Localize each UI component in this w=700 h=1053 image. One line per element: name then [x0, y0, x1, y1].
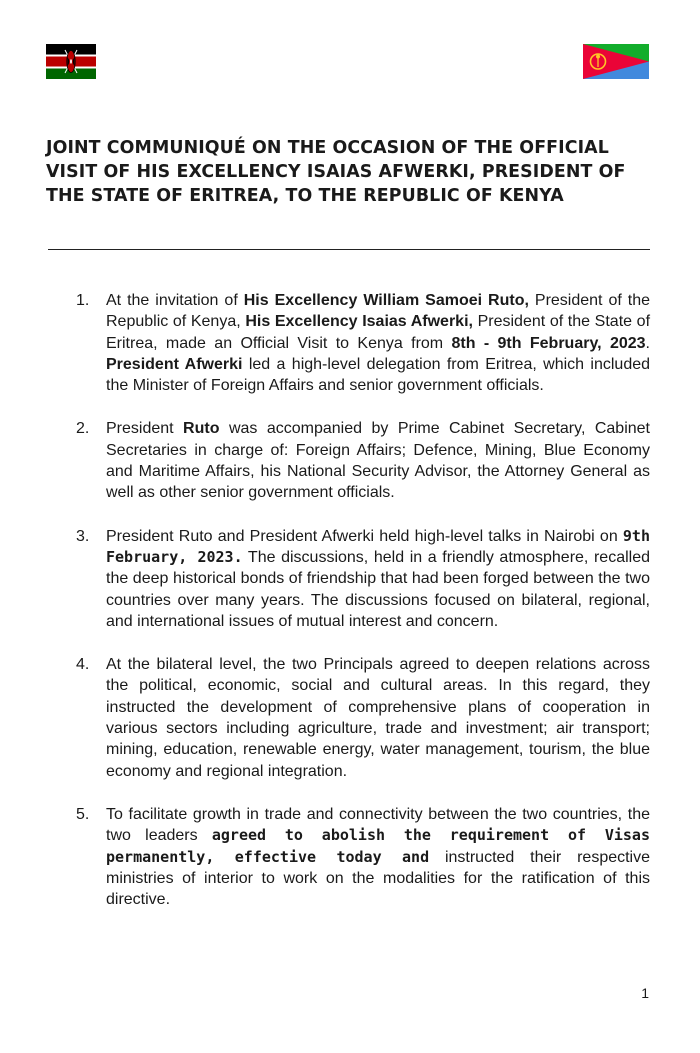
paragraph-number: 5.: [76, 805, 90, 823]
paragraph-2: 2. President Ruto was accompanied by Prime Cabinet Secretary, Cabinet Secretaries in charge of: Foreign Affairs; Defence, Mining, Blue Economy and Maritime Affairs, his National Security Advisor, the Attorney General as well as other senior government officials.: [76, 420, 650, 502]
paragraph-4: 4. At the bilateral level, the two Principals agreed to deepen relations across the political, economic, social and cultural areas. In this regard, they instructed the development of comprehensive plans of cooperation in various sectors including agriculture, trade and investment; air transport; mining, education, renewable energy, water management, tourism, the blue economy and regional integration.: [76, 656, 650, 780]
eritrea-flag: [583, 44, 649, 79]
name-afwerki: His Excellency Isaias Afwerki,: [245, 313, 473, 331]
paragraph-number: 2.: [76, 420, 90, 438]
title-divider: [48, 249, 650, 250]
talks-date: 9th February, 2023.: [106, 526, 650, 566]
name-ruto: His Excellency William Samoei Ruto,: [243, 292, 529, 309]
paragraph-3: 3. President Ruto and President Afwerki held high-level talks in Nairobi on 9th February, 2023. The discussions, held in a friendly atmosphere, recalled the deep historical bonds of friendship that had been forged between the two countries over many years. The discussions focused on bilateral, regional, and international issues of mutual interest and concern.: [76, 526, 651, 630]
paragraph-number: 4.: [76, 656, 90, 674]
president-afwerki: President Afwerki: [106, 355, 243, 373]
paragraph-5: 5. To facilitate growth in trade and connectivity between the two countries, the two leaders agreed to abolish the requirement of Visas permanently, effective today and instructed their respective ministries of interior to work on the modalities for the ratification of this directive.: [76, 805, 651, 909]
visa-abolition: agreed to abolish the requirement of Visas permanently, effective today and: [106, 826, 650, 866]
communique-paragraphs: [0, 290, 700, 932]
paragraph-number: 1.: [76, 292, 90, 309]
visit-dates: 8th - 9th February, 2023: [451, 334, 646, 352]
name-ruto: Ruto: [183, 420, 220, 438]
paragraph-number: 3.: [76, 527, 90, 545]
paragraph-1: 1. At the invitation of His Excellency William Samoei Ruto, President of the Republic of Kenya, His Excellency Isaias Afwerki, President of the State of Eritrea, made an Official Visit to Kenya from 8th - 9th February, 2023. President Afwerki led a high-level delegation from Eritrea, which included the Minister of Foreign Affairs and senior government officials.: [76, 292, 651, 395]
page-number: 1: [641, 985, 649, 1001]
document-title: JOINT COMMUNIQUÉ ON THE OCCASION OF THE OFFICIAL VISIT OF HIS EXCELLENCY ISAIAS AFWERKI, PRESIDENT OF THE STATE OF ERITREA, TO THE REPUBLIC OF KENYA: [46, 138, 626, 206]
kenya-flag: [46, 44, 96, 79]
